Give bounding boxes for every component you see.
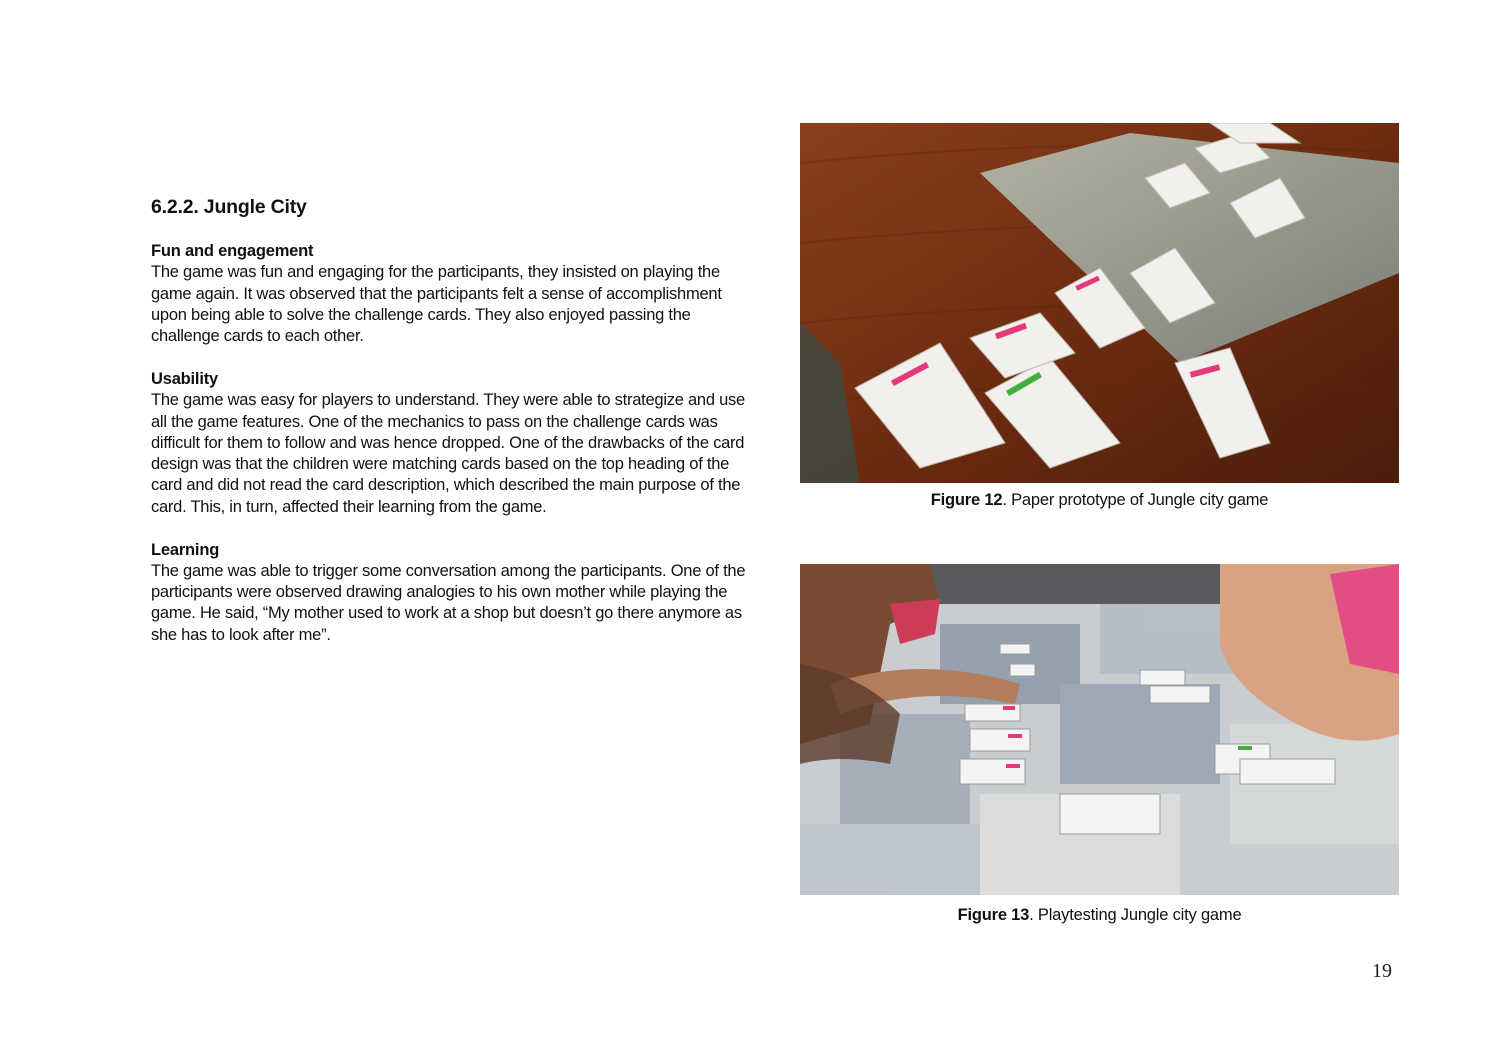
section-title: 6.2.2. Jungle City (151, 196, 307, 218)
block-body: The game was fun and engaging for the participants, they insisted on playing the game again. It was observed that the participants felt a sense of accomplishment upon being able to solve the challenge cards. They also enjoyed passing the challenge cards to each other. (151, 263, 722, 346)
figure-caption-text: . Paper prototype of Jungle city game (1002, 491, 1269, 509)
figure-label: Figure 12 (930, 491, 1003, 509)
block-usability (151, 369, 756, 518)
figure-12 (800, 123, 1399, 510)
figure-13 (800, 564, 1399, 925)
playtesting-photo (800, 564, 1399, 895)
block-heading: Fun and engagement (151, 242, 314, 260)
page-number: 19 (1372, 960, 1392, 982)
block-body: The game was able to trigger some conversation among the participants. One of the participants were observed drawing analogies to his own mother while playing the game. He said, “My mother used to work at a shop but doesn’t go there anymore as she has to look after me”. (151, 561, 746, 644)
paper-prototype-photo (800, 123, 1399, 483)
block-heading: Usability (151, 369, 218, 388)
figure-label: Figure 13 (957, 906, 1030, 924)
block-fun-engagement (151, 241, 756, 347)
block-learning (151, 540, 756, 646)
figure-13-caption (800, 906, 1399, 925)
block-heading: Learning (151, 540, 220, 559)
figure-12-caption (800, 491, 1399, 510)
figure-caption-text: . Playtesting Jungle city game (1029, 906, 1242, 924)
text-column (151, 196, 756, 668)
block-body: The game was easy for players to understand. They were able to strategize and use all the game features. One of the mechanics to pass on the challenge cards was difficult for them to follow and was hence dropped. One of the drawbacks of the card design was that the children were matching cards based on the top heading of the card and did not read the card description, which described the main purpose of the card. This, in turn, affected their learning from the game. (151, 391, 745, 516)
